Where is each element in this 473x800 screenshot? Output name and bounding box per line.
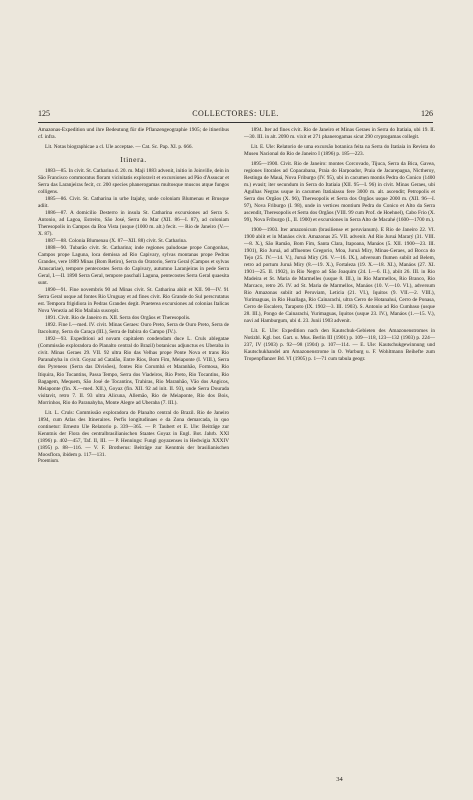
itinerary-paragraph: 1885—86. Civit. St. Catharina in urbe Itajahy, unde coloniam Blumenau et Brusque adiit. — [38, 196, 229, 210]
itinerary-paragraph: 1883—85. In civit. St. Catharina d. 20. m. Maji 1883 advenit, initio in Joinville, dein in São Francisco commoratus floram vicinitatis exploravit et excursiones ad Pão d'Assucar et Serra das Laranjeiras fecit, cr. 200 species phanerogamas multosque muscos atque fungos colligens. — [38, 168, 229, 196]
left-column — [38, 127, 229, 789]
itinerary-paragraph: 1892—93. Expeditioni ad novam capitalem condendam duce L. Cruls ablegatae (Commissão exploradora do Planalto central do Brazil) botanicus adjunctus ex Uberaba in civit. Minas Geraes 29. VII. 92 ultra Rio das Velhas prope Ponte Nova et trans Rio Paranahyba in civit. Goyaz ad Catalão, Entre Rios, Bom Fim, Meiaponte (I. VIII.), Serra dos Pyreneos (Serra das Divisões), fontes Rio Corumbá et Maranhão, Formosa, Rio Itiquira, Rio Tocantins, Passa Tempo, Serra dos Viadeiros, Rio Preto, Rio Tocantins, Rio Bagagem, Mequem, São José de Tocantins, Trahiras, Rio Maranhão, Vão dos Angicos, Meiaponte (fin. X.—med. XII.), Goyaz (fin. XII. 92 ad init. II. 93), unde Serra Dourada visitavit, retro 7. II. 93 ultra Alicuna, Allemão, Rio de Meiaponte, Rio dos Bois, Morrinhos, Rio do Paranahyba, Monte Alegre ad Uberaba (7. III.). — [38, 336, 229, 406]
itinerary-paragraph: 1900—1903. Iter amazonicum (brasiliense et peruvianum). E Rio de Janeiro 22. VI. 1900 abiit et in Manáos civit. Amazonas 25. VII. advenit. Ad Rio Juruá Mararý (31. VIII.—8. X.), São Ramão, Bom Fim, Santa Clara, Itapoana, Manáos (5. XII. 1900—23. III. 1901), Rio Juruá, ad affluentes Gregorio, Moa, Juruá Miry, Minas-Geraes, ad Bocca do Tejo (25. IV.—14. V.), Juruá Miry (26. V.—16. IX.), adversum flumen subiit ad Belem, retro ad portum Juruá Miry (8.—19. X.), Fortaleza (19. X.—18. XI.), Manáos (27. XI. 1901—25. II. 1902), in Rio Negro ad São Joaquim (24. I.—6. II.), abiit 26. III. in Rio Madeira et St. Maria de Marmelles (usque 8. III.), in Rio Marmellos, Rio Branco, Rio Marcaco, retro 26. IV. ad St. Maria de Marmellos, Manáos (10. V.—10. VI.), adversum Rio Amazonas subiit ad Peruviam, Leticia (21. VI.), Iquitos (9. VII.—2. VIII.), Yurimaguas, in Rio Huallaga, Rio Cainarachi, ultra Cerro de Hotanahui, Cerro de Ponasa, Cerro de Escalero, Tarapoto (IX. 1902—3. III. 1903). S. Antonio ad Rio Cumbaso (usque 28. III.), Pongo de Cainarachi, Yurimaguas, Iquitos (usque 23. IV.), Manáos (1.—15. V.), navi ad Hamburgum, ubi d. 23. Junii 1903 advenit. — [244, 227, 435, 325]
literature-note: Lit. E. Ule: Relatorio de uma excursão botanica feita na Serra do Itatiaia in Revista do Museu Nacional do Rio de Janeiro I (1896) p. 185—223. — [244, 144, 435, 158]
literature-note: Lit. L. Cruls: Commissão exploradora do Planalto central do Brazil. Rio de Janeiro 1894, cum Atlas des Itineraires. Perfis longitudinaes e da Zona demarcada, in quo continetur: Ernesto Ule Relatorio p. 339—365. — P. Taubert et E. Ule: Beiträge zur Kenntnis der Flora des centralbrasilianischen Staates Goyaz in Engl. Bot. Jahrb. XXI (1896) p. 402—457, Taf. II, III. — P. Hennings: Fungi goyazenses in Hedwigia XXXIV (1895) p. 88—116. — V. F. Brotherus: Beiträge zur Kenntnis der brasilianischen Moosflora, ibidem p. 117—131. — [38, 409, 229, 458]
right-column — [244, 127, 435, 769]
literature-note: Lit. Notas biographicae a cl. Ule acceptae. — Cat. Sc. Pap. XI. p. 666. — [45, 144, 193, 151]
literature-note: Lit. E. Ule: Expedition nach den Kautschuk-Gebieten des Amazonenstromes in Notizbl. Kgl. bot. Gart. u. Mus. Berlin III (1901) p. 109—118, 123—132 (1903) p. 224—237, IV (1903) p. 92—98 (1904) p. 107—114. — E. Ule: Kautschukgewinnung und Kautschukhandel am Amazonenstrome in O. Warburg u. F. Wohltmann Beihefte zum Tropenpflanzer Bd. VI (1905) p. 1—71 cum tabula geogr. — [244, 328, 435, 363]
itinerary-paragraph: 1887—88. Colonia Blumenau (X. 87—XII. 88) civit. St. Catharina. — [45, 238, 188, 245]
itinerary-paragraph: 1895—1900. Civit. Rio de Janeiro: montes Corcovado, Tijuca, Serra da Bica, Gavea, regiones litorales ad Copacabana, Praia do Harpoador, Praia de Jacarepagua, Nictheroy, Restinga de Mauá, Nova Friburgo (IV. 95), ubi in cacumen montis Pedra do Conico (1400 m.) evasit; iter secundum in Serra do Itatiaia (XII. 95—I. 96) in civit. Minas Geraes, ubi Agulhas Negras usque in cacumen Itatiaiassu fere 3000 m. alt. ascendit; Petropolis et Serra dos Orgãos (X. 96), Theresopolis et Serra dos Orgãos usque 2000 m. (XII. 96—I. 97), Nova Friburgo (I. 98), unde in vertices montium Pedra do Conico et Alto da Serra ascendit, Theresopolis et Serra dos Orgãos (VIII. 99 cum Prof. de Hoehnel), Cabo Frio (X. 99), Nova Friburgo (I., II. 1900) et excursiones in Serra Alto de Macahé (1600—1700 m.). — [244, 161, 435, 224]
running-header — [38, 108, 433, 123]
section-title: Itinera. — [120, 155, 147, 165]
itinerary-paragraph: 1886—87. A domicilio Desterro in insula St. Catharina excursiones ad Serra S. Antonio, ad Lagoa, Estreito, São José, Serra do Mar (XII. 86—I. 87), ad coloniam Theresopolis in Campos da Boa Vista (usque (1000 m. alt.) fecit. — Rio de Janeiro (V.—X. 87). — [38, 210, 229, 238]
itinerary-paragraph: 1892. Fine I.—med. IV. civit. Minas Geraes: Ouro Preto, Serra de Ouro Preto, Serra de Itacolumy, Serra do Caraça (III.), Serra de Itabira do Campo (IV.). — [38, 322, 229, 336]
itinerary-paragraph: 1890—91. Fine novembris 90 ad Minas civit. St. Catharina abiit et XII. 90—IV. 91 Serra Geral usque ad fontes Rio Uruguay et ad fines civit. Rio Grande do Sul perscrutatus est. Tempora frigidiora in Pedras Grandes degit. Praeterea excursiones ad colonias Italicas Nova Venezia ad Rio Mailaia suscepit. — [38, 287, 229, 315]
intro-paragraph: Amazonas-Expedition und ihre Bedeutung für die Pflanzengeographie 1905; de itineribus cf. infra. — [38, 127, 229, 141]
footer-note: Proemium. — [38, 458, 60, 464]
itinerary-paragraph: 1888—90. Tubarão civit. St. Catharina; inde regiones paludosae prope Congonhas, Campos prope Laguna, loca demissa ad Rio Capivary, sylvas montanas prope Pedras Grandes, vere 1889 Minas (Bom Retiro), Serra do Oratorio, Serra Geral (Campos et sylvas Araucariae), tempore pentecostes Serra do Capivary, autumno Laranjeiras in pede Serra Geral, I.—II. 1890 Serra Geral, tempore paschali Laguna, pentecostes Serra Geral quaesita sunt. — [38, 245, 229, 287]
itinerary-paragraph: 1894. Iter ad fines civit. Rio de Janeiro et Minas Geraes in Serra do Itatiaia, ubi 19. II.—30. III. in alt. 2090 m. vixit et 271 phanerogamas sicut 290 cryptogamas collegit. — [244, 127, 435, 141]
running-title: COLLECTORES: ULE. — [192, 109, 279, 118]
itinerary-paragraph: 1891. Civit. Rio de Janeiro m. XII. Serra dos Orgãos et Theresopolis. — [45, 315, 191, 322]
signature-mark: 34 — [336, 776, 343, 783]
left-page-number: 125 — [38, 109, 50, 118]
right-page-number: 126 — [421, 109, 433, 118]
